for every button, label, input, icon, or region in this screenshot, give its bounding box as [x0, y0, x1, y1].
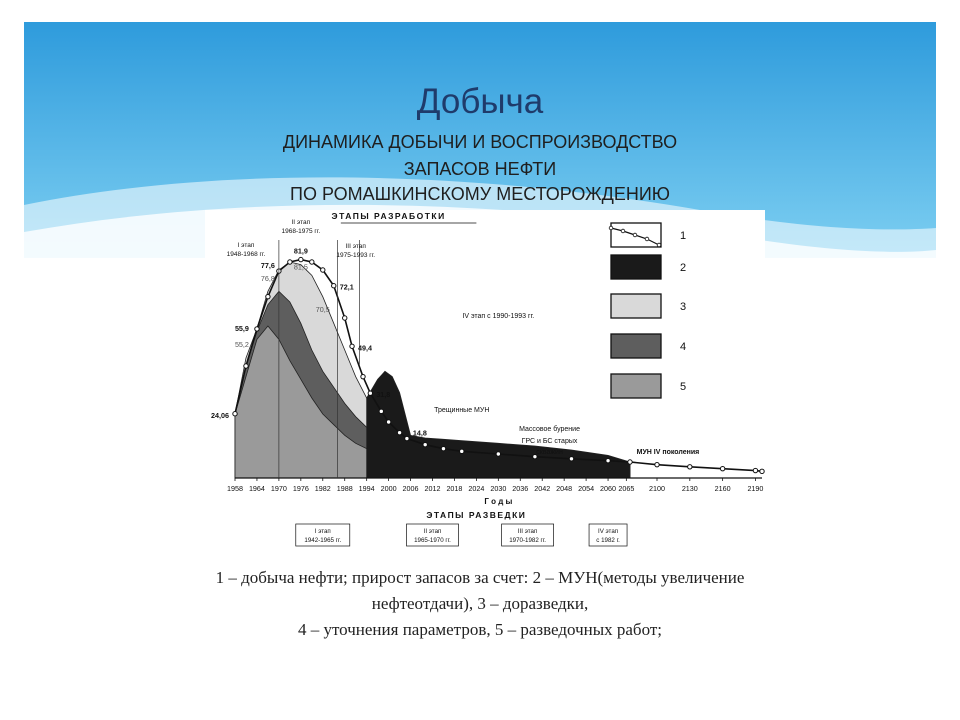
exploration-stage-1-line-2: 1942-1965 гг.	[304, 537, 342, 544]
legend-label-4: 4	[679, 341, 687, 353]
value-label-5: 81,9	[293, 246, 308, 256]
x-tick-label-14: 2042	[534, 484, 551, 493]
x-tick-label-4: 1982	[314, 484, 331, 493]
bottom-header: ЭТАПЫ РАЗВЕДКИ	[426, 510, 527, 520]
production-point-27	[688, 465, 692, 469]
production-point-8	[321, 268, 325, 272]
value-label-8: 72,1	[339, 282, 354, 292]
chart-figure	[205, 210, 765, 550]
value-label-3: 77,6	[260, 261, 275, 271]
production-point-11	[350, 344, 354, 348]
production-point-6	[299, 257, 303, 261]
x-tick-label-12: 2030	[490, 484, 507, 493]
dev-stage-2-line-1: II этап	[291, 219, 311, 226]
x-tick-label-15: 2048	[556, 484, 573, 493]
legend-label-1: 1	[679, 230, 687, 242]
value-label-1: 55,9	[234, 323, 249, 333]
legend-label-5: 5	[679, 381, 687, 393]
x-tick-label-5: 1988	[336, 484, 353, 493]
legend-swatch-5	[611, 374, 661, 398]
legend-point-sample-1	[621, 229, 625, 233]
dev-stage-1-line-2: 1948-1968 гг.	[226, 251, 266, 258]
exploration-stage-3-line-2: 1970-1982 гг.	[509, 537, 546, 544]
x-tick-label-1: 1964	[248, 484, 265, 493]
x-tick-label-7: 2000	[380, 484, 397, 493]
exploration-stage-1-line-1: I этап	[314, 528, 331, 535]
production-point-28	[720, 466, 724, 470]
slide-subtitle-line-3: ПО РОМАШКИНСКОМУ МЕСТОРОЖДЕНИЮ	[290, 184, 670, 204]
value-label-7: 70,5	[315, 305, 330, 314]
production-point-14	[379, 409, 383, 413]
slide-title: Добыча	[416, 82, 544, 121]
production-point-21	[496, 452, 500, 456]
production-point-20	[460, 449, 464, 453]
x-tick-label-22: 2190	[747, 484, 764, 493]
exploration-stage-4-line-1: IV этап	[597, 528, 619, 535]
legend-swatch-2	[611, 255, 661, 279]
x-tick-label-3: 1976	[292, 484, 309, 493]
production-chart	[205, 210, 765, 550]
production-point-18	[423, 442, 427, 446]
legend-point-sample-4	[657, 243, 661, 247]
production-point-25	[628, 460, 632, 464]
x-tick-label-11: 2024	[468, 484, 485, 493]
exploration-stage-2-line-2: 1965-1970 гг.	[414, 537, 451, 544]
production-point-2	[255, 327, 259, 331]
x-tick-label-0: 1958	[227, 484, 243, 493]
production-point-1	[244, 364, 248, 368]
production-point-3	[266, 294, 270, 298]
legend-swatch-4	[611, 334, 661, 358]
production-point-26	[655, 462, 659, 466]
production-point-29	[753, 468, 757, 472]
caption-line-2: нефтеотдачи), 3 – доразведки,	[371, 594, 589, 613]
annotation-4: скважин	[536, 449, 563, 456]
exploration-stage-2-line-1: II этап	[423, 528, 442, 535]
production-point-12	[361, 374, 365, 378]
x-axis-label: Г о д ы	[484, 497, 513, 506]
legend-label-2: 2	[679, 262, 687, 274]
slide-subtitle-line-2: ЗАПАСОВ НЕФТИ	[403, 159, 557, 179]
value-label-9: 49,4	[358, 343, 373, 353]
legend-label-3: 3	[679, 301, 687, 313]
annotation-2: Массовое бурение	[519, 426, 580, 433]
legend-swatch-3	[611, 294, 661, 318]
x-tick-label-21: 2160	[714, 484, 731, 493]
production-point-16	[397, 430, 401, 434]
dev-stage-2-line-2: 1968-1975 гг.	[281, 228, 321, 235]
annotation-3: ГРС и БС старых	[521, 438, 578, 445]
production-point-24	[606, 458, 610, 462]
production-point-19	[441, 446, 445, 450]
slide-subtitle-line-1: ДИНАМИКА ДОБЫЧИ И ВОСПРОИЗВОДСТВО	[282, 132, 678, 152]
caption-line-1: 1 – добыча нефти; прирост запасов за счет: 2 – МУН(методы увеличение	[215, 568, 745, 587]
production-point-17	[405, 436, 409, 440]
value-label-0: 24,06	[211, 410, 229, 420]
x-tick-label-16: 2054	[578, 484, 595, 493]
production-point-7	[310, 260, 314, 264]
x-tick-label-20: 2130	[681, 484, 698, 493]
x-tick-label-6: 1994	[358, 484, 375, 493]
production-point-13	[368, 391, 372, 395]
x-tick-label-17: 2060	[600, 484, 617, 493]
value-label-4: 76,8	[260, 274, 275, 284]
dev-stage-3-line-2: 1975-1993 гг.	[336, 252, 376, 259]
production-point-5	[288, 260, 292, 264]
production-point-15	[386, 420, 390, 424]
production-point-0	[233, 412, 237, 416]
x-tick-label-9: 2012	[424, 484, 441, 493]
x-tick-label-13: 2036	[512, 484, 529, 493]
production-point-30	[760, 469, 764, 473]
x-tick-label-2: 1970	[270, 484, 287, 493]
value-label-10: 31,8	[376, 390, 391, 400]
legend-point-sample-2	[633, 233, 637, 237]
dev-stage-1-line-1: I этап	[237, 242, 255, 249]
top-header: ЭТАПЫ РАЗРАБОТКИ	[331, 211, 446, 221]
production-point-10	[343, 316, 347, 320]
annotation-1: Трещинные МУН	[434, 407, 490, 414]
legend-point-sample-0	[609, 226, 613, 230]
caption-line-3: 4 – уточнения параметров, 5 – разведочных работ;	[297, 620, 663, 639]
x-tick-label-8: 2006	[402, 484, 419, 493]
dev-stage-4-label: IV этап с 1990-1993 гг.	[462, 313, 535, 320]
exploration-stage-3-line-1: III этап	[517, 528, 538, 535]
dev-stage-3-line-1: III этап	[345, 243, 366, 250]
x-tick-label-18: 2065	[618, 484, 635, 493]
value-label-2: 55,2	[234, 339, 249, 349]
x-tick-label-19: 2100	[649, 484, 665, 493]
legend-point-sample-3	[645, 237, 649, 241]
production-point-9	[332, 284, 336, 288]
production-point-23	[569, 457, 573, 461]
value-label-6: 81,5	[293, 262, 308, 272]
exploration-stage-4-line-2: с 1982 г.	[596, 537, 620, 544]
annotation-5: МУН IV поколения	[636, 449, 700, 456]
x-tick-label-10: 2018	[446, 484, 463, 493]
value-label-11: 14,8	[412, 428, 427, 438]
